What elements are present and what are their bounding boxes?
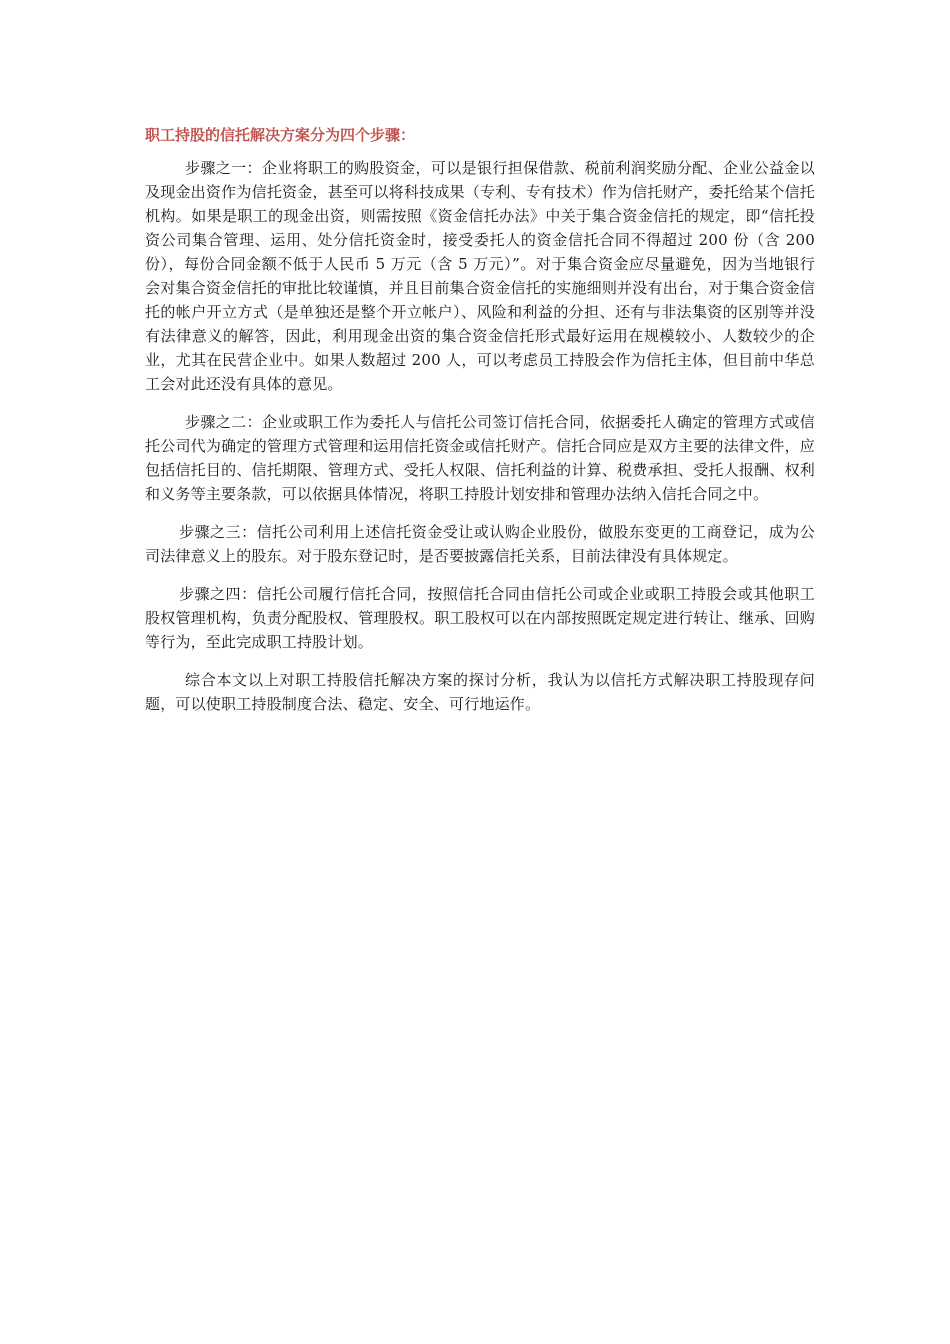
paragraph-step-three: 步骤之三：信托公司利用上述信托资金受让或认购企业股份，做股东变更的工商登记，成为公司法律意义上的股东。对于股东登记时，是否要披露信托关系，目前法律没有具体规定。 — [145, 523, 815, 565]
paragraph-conclusion: 综合本文以上对职工持股信托解决方案的探讨分析，我认为以信托方式解决职工持股现存问题，可以使职工持股制度合法、稳定、安全、可行地运作。 — [145, 671, 815, 713]
document-body — [145, 124, 815, 730]
paragraph-step-four: 步骤之四：信托公司履行信托合同，按照信托合同由信托公司或企业或职工持股会或其他职工股权管理机构，负责分配股权、管理股权。职工股权可以在内部按照既定规定进行转让、继承、回购等行为，至此完成职工持股计划。 — [145, 585, 815, 651]
paragraph-step-two: 步骤之二：企业或职工作为委托人与信托公司签订信托合同，依据委托人确定的管理方式或信托公司代为确定的管理方式管理和运用信托资金或信托财产。信托合同应是双方主要的法律文件，应包括信托目的、信托期限、管理方式、受托人权限、信托利益的计算、税费承担、受托人报酬、权利和义务等主要条款，可以依据具体情况，将职工持股计划安排和管理办法纳入信托合同之中。 — [145, 413, 815, 503]
section-heading: 职工持股的信托解决方案分为四个步骤： — [145, 126, 416, 144]
paragraph-step-one: 步骤之一：企业将职工的购股资金，可以是银行担保借款、税前利润奖励分配、企业公益金以及现金出资作为信托资金，甚至可以将科技成果（专利、专有技术）作为信托财产，委托给某个信托机构。如果是职工的现金出资，则需按照《资金信托办法》中关于集合资金信托的规定，即“信托投资公司集合管理、运用、处分信托资金时，接受委托人的资金信托合同不得超过 200 份（含 200 份），每份合同金额不低于人民币 5 万元（含 5 万元）”。对于集合资金应尽量避免，因为当地银行会对集合资金信托的审批比较谨慎，并且目前集合资金信托的实施细则并没有出台，对于集合资金信托的帐户开立方式（是单独还是整个开立帐户）、风险和利益的分担、还有与非法集资的区别等并没有法律意义的解答，因此，利用现金出资的集合资金信托形式最好运用在规模较小、人数较少的企业，尤其在民营企业中。如果人数超过 200 人，可以考虑员工持股会作为信托主体，但目前中华总工会对此还没有具体的意见。 — [145, 159, 815, 393]
